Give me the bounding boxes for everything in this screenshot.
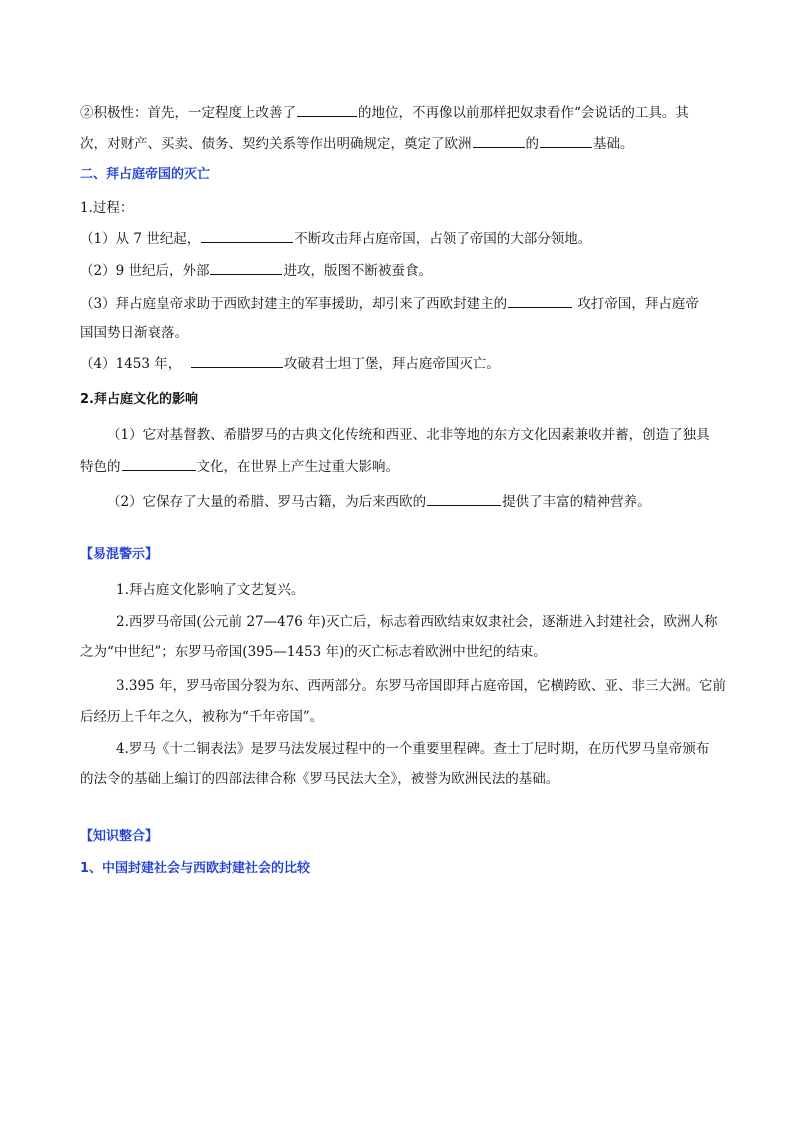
fill-blank[interactable]	[540, 133, 592, 148]
text: 不断攻击拜占庭帝国，占领了帝国的大部分领地。	[294, 231, 592, 247]
text: 提供了丰富的精神营养。	[502, 494, 651, 510]
text: 进攻，版图不断被蚕食。	[283, 263, 432, 279]
culture-label: 2.拜占庭文化的影响	[80, 392, 198, 407]
knowledge-subtitle: 1、中国封建社会与西欧封建社会的比较	[80, 861, 311, 876]
fill-blank[interactable]	[210, 260, 282, 275]
paragraph-positivity-line2	[80, 133, 634, 154]
warning-item-2-cont: 之为“中世纪”；东罗马帝国(395—1453 年)的灭亡标志着欧洲中世纪的结束。	[80, 644, 547, 660]
text: 攻破君士坦丁堡，拜占庭帝国灭亡。	[283, 356, 500, 372]
text: ②积极性：首先，一定程度上改善了	[80, 105, 296, 121]
process-item-3-cont: 国国势日渐衰落。	[80, 325, 188, 341]
text: 文化，在世界上产生过重大影响。	[196, 459, 399, 475]
paragraph-positivity-line1	[80, 102, 689, 123]
text: 次，对财产、买卖、债务、契约关系等作出明确规定，奠定了欧洲	[80, 136, 472, 152]
text: 的	[525, 136, 539, 152]
text: 攻打帝国，拜占庭帝	[577, 296, 699, 312]
warning-item-4: 4.罗马《十二铜表法》是罗马法发展过程中的一个重要里程碑。查士丁尼时期，在历代罗马皇帝颁布	[116, 741, 710, 757]
knowledge-title: 【知识整合】	[80, 829, 159, 844]
text: 的地位，不再像以前那样把奴隶看作“会说话的工具。其	[358, 105, 689, 121]
warning-item-4-cont: 的法令的基础上编订的四部法律合称《罗马民法大全》，被誉为欧洲民法的基础。	[80, 771, 560, 787]
text: （3）拜占庭皇帝求助于西欧封建主的军事援助，却引来了西欧封建主的	[80, 296, 508, 312]
text: （2）它保存了大量的希腊、罗马古籍，为后来西欧的	[107, 494, 427, 510]
process-item-3	[80, 293, 699, 314]
fill-blank[interactable]	[427, 491, 501, 506]
warning-item-3: 3.395 年，罗马帝国分裂为东、西两部分。东罗马帝国即拜占庭帝国，它横跨欧、亚、非三大洲。它前	[116, 678, 726, 694]
fill-blank[interactable]	[473, 133, 525, 148]
process-label: 1.过程：	[80, 200, 134, 216]
text: 基础。	[593, 136, 634, 152]
text: 特色的	[80, 459, 121, 475]
fill-blank[interactable]	[508, 293, 572, 308]
text: （4）1453 年，	[80, 356, 182, 372]
fill-blank[interactable]	[297, 102, 357, 117]
warning-item-1: 1.拜占庭文化影响了文艺复兴。	[116, 582, 305, 598]
culture-item-1: （1）它对基督教、希腊罗马的古典文化传统和西亚、北非等地的东方文化因素兼收并蓄，创造了独具	[107, 427, 710, 443]
fill-blank[interactable]	[122, 456, 196, 471]
culture-item-2	[107, 491, 651, 512]
warning-item-2: 2.西罗马帝国(公元前 27—476 年)灭亡后，标志着西欧结束奴隶社会，逐渐进入封建社会，欧洲人称	[116, 614, 718, 630]
text: （2）9 世纪后，外部	[80, 263, 210, 279]
fill-blank[interactable]	[201, 228, 293, 243]
warning-title: 【易混警示】	[80, 547, 159, 562]
process-item-2	[80, 260, 432, 281]
process-item-1	[80, 228, 591, 249]
section-title-byzantine-fall: 二、拜占庭帝国的灭亡	[80, 167, 211, 182]
warning-item-3-cont: 后经历上千年之久，被称为“千年帝国”。	[80, 709, 324, 725]
process-item-4	[80, 353, 500, 374]
fill-blank[interactable]	[191, 353, 283, 368]
text: （1）从 7 世纪起，	[80, 231, 201, 247]
culture-item-1-cont	[80, 456, 399, 477]
